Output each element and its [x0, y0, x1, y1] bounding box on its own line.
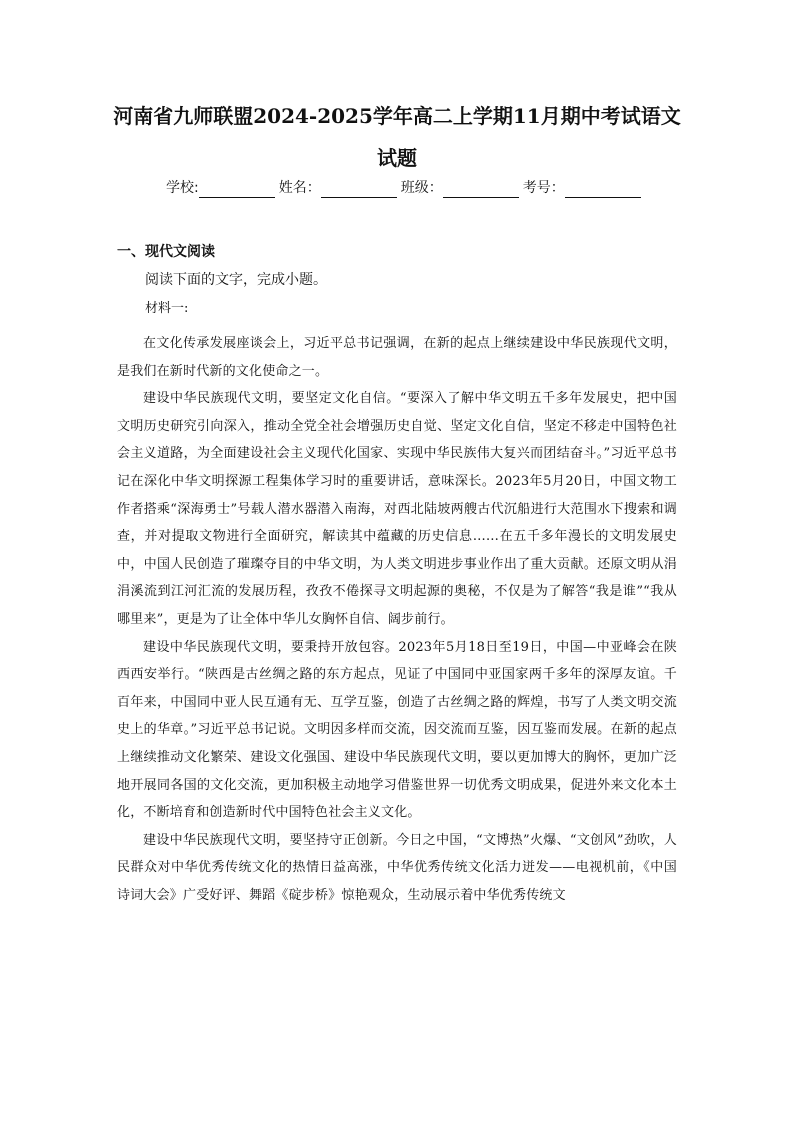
class-blank[interactable] — [443, 181, 519, 198]
school-label: 学校: — [166, 180, 199, 196]
name-blank[interactable] — [321, 181, 397, 198]
exam-number-label: 考号： — [522, 180, 565, 196]
student-info-line — [166, 178, 645, 198]
paragraph: 在文化传承发展座谈会上，习近平总书记强调，在新的起点上继续建设中华民族现代文明，是我们在新时代新的文化使命之一。 — [117, 336, 677, 379]
reading-instruction: 阅读下面的文字，完成小题。 — [145, 272, 327, 288]
paragraph: 建设中华民族现代文明，要坚定文化自信。“要深入了解中华文明五千多年发展史，把中国文明历史研究引向深入，推动全党全社会增强历史自觉、坚定文化自信，坚定不移走中国特色社会主义道路，为全面建设社会主义现代化国家、实现中华民族伟大复兴而团结奋斗。”习近平总书记在深化中华文明探源工程集体学习时的重要讲话，意味深长。2023年5月20日，中国文物工作者搭乘“深海勇士”号载人潜水器潜入南海，对西北陆坡两艘古代沉船进行大范围水下搜索和调查，并对提取文物进行全面研究，解读其中蕴藏的历史信息……在五千多年漫长的文明发展史中，中国人民创造了璀璨夺目的中华文明，为人类文明进步事业作出了重大贡献。还原文明从涓涓溪流到江河汇流的发展历程，孜孜不倦探寻文明起源的奥秘，不仅是为了解答“我是谁”“我从哪里来”，更是为了让全体中华儿女胸怀自信、阔步前行。 — [117, 391, 677, 627]
exam-number-blank[interactable] — [565, 181, 641, 198]
class-label: 班级： — [400, 180, 443, 196]
material-label: 材料一: — [145, 301, 189, 316]
school-blank[interactable] — [199, 181, 275, 198]
exam-title-line-2: 试题 — [377, 146, 417, 170]
paragraph: 建设中华民族现代文明，要秉持开放包容。2023年5月18日至19日，中国—中亚峰会在陕西西安举行。“陕西是古丝绸之路的东方起点，见证了中国同中亚国家两千多年的深厚友谊。千百年来，中国同中亚人民互通有无、互学互鉴，创造了古丝绸之路的辉煌，书写了人类文明交流史上的华章。”习近平总书记说。文明因多样而交流，因交流而互鉴，因互鉴而发展。在新的起点上继续推动文化繁荣、建设文化强国、建设中华民族现代文明，要以更加博大的胸怀，更加广泛地开展同各国的文化交流，更加积极主动地学习借鉴世界一切优秀文明成果，促进外来文化本土化，不断培育和创造新时代中国特色社会主义文化。 — [117, 639, 677, 821]
name-label: 姓名： — [278, 180, 321, 196]
exam-title-line-1: 河南省九师联盟2024-2025学年高二上学期11月期中考试语文 — [113, 104, 681, 128]
reading-passage — [117, 330, 677, 909]
paragraph: 建设中华民族现代文明，要坚持守正创新。今日之中国，“文博热”火爆、“文创风”劲吹，人民群众对中华优秀传统文化的热情日益高涨，中华优秀传统文化活力迸发——电视机前，《中国诗词大会》广受好评、舞蹈《碇步桥》惊艳观众，生动展示着中华优秀传统文 — [117, 832, 677, 903]
section-heading: 一、现代文阅读 — [117, 244, 215, 260]
